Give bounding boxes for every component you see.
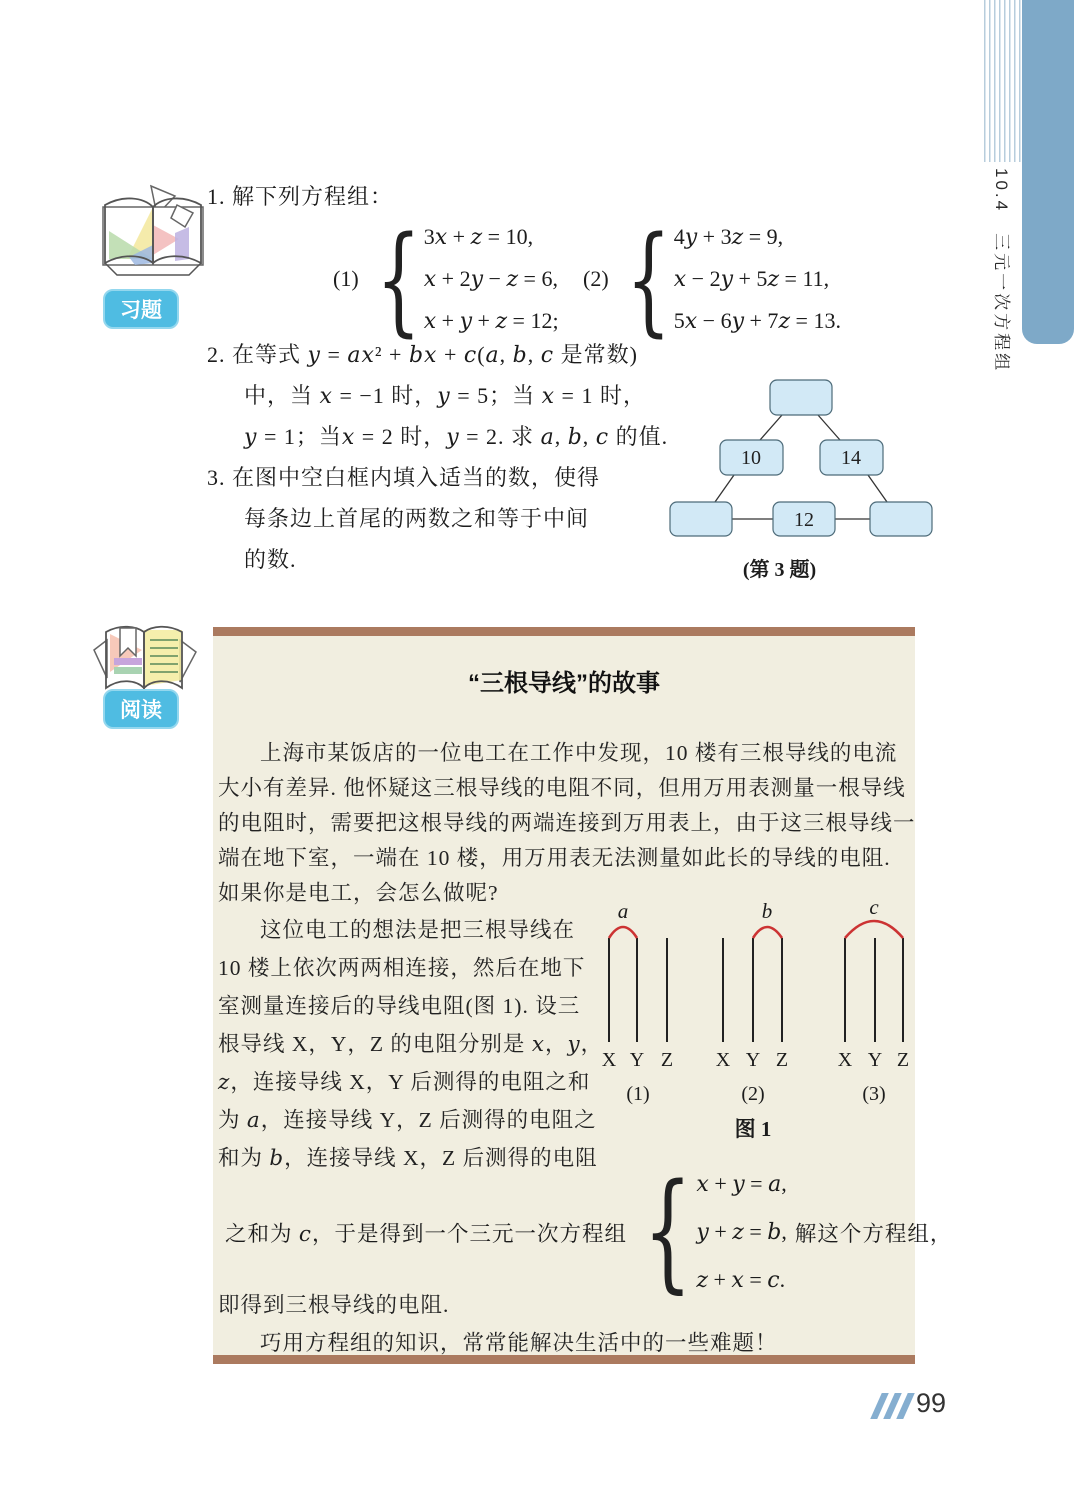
problem2-line2: 中，当 x = −1 时，y = 5；当 x = 1 时，	[244, 383, 646, 409]
conclusion-prefix: 之和为 c，于是得到一个三元一次方程组	[225, 1221, 627, 1247]
wire-label: Y	[629, 1049, 645, 1071]
chapter-tab	[1022, 0, 1074, 344]
reading-para2-line: 10 楼上依次两两相连接，然后在地下	[218, 956, 586, 980]
reading-para2-line: 和为 b，连接导线 X，Z 后测得的电阻	[218, 1146, 598, 1171]
subfigure-caption: (1)	[626, 1083, 650, 1105]
conclusion-suffix: 解这个方程组，	[794, 1221, 953, 1246]
conclusion-eq3: z + x = c.	[696, 1267, 786, 1293]
problem3-diagram	[660, 372, 942, 544]
brace-left	[626, 220, 671, 338]
system1-label: (1)	[333, 266, 359, 291]
equation-system-1	[333, 216, 559, 342]
subfigure-caption: (2)	[741, 1083, 765, 1105]
wire-label: Y	[745, 1049, 761, 1071]
exercises-book-icon	[95, 183, 213, 291]
exercises-badge: 习题	[103, 289, 179, 329]
conclusion-line3: 巧用方程组的知识，常常能解决生活中的一些难题！	[260, 1331, 778, 1355]
reading-para1-line: 上海市某饭店的一位电工在工作中发现，10 楼有三根导线的电流	[260, 741, 898, 765]
reading-para2-line: 为 a，连接导线 Y，Z 后测得的电阻之	[218, 1108, 597, 1133]
wire-label: Y	[867, 1049, 883, 1071]
wire-label: Z	[775, 1049, 789, 1071]
system2-label: (2)	[583, 266, 609, 291]
problem2-line1: 2. 在等式 y = ax² + bx + c(a, b, c 是常数)	[207, 342, 638, 368]
brace-left	[376, 220, 421, 338]
reading-para1-line: 端在地下室，一端在 10 楼，用万用表无法测量如此长的导线的电阻.	[218, 846, 891, 870]
pinstripe-decoration	[984, 0, 1021, 162]
wire-label: X	[601, 1049, 617, 1071]
wire-label: Z	[896, 1049, 910, 1071]
chapter-tab-label: 10.4 三元一次方程组	[992, 168, 1011, 374]
conclusion-line2: 即得到三根导线的电阻.	[218, 1293, 450, 1317]
equation-system-2	[583, 216, 841, 342]
reading-para1-line: 如果你是电工，会怎么做呢?	[218, 881, 499, 905]
problem3-diagram-caption: (第 3 题)	[742, 559, 817, 581]
subfigure-caption: (3)	[862, 1083, 886, 1105]
diagram-box-mid-left: 10	[741, 447, 761, 469]
wire-connector-xz	[845, 921, 903, 938]
problem3-line2: 每条边上首尾的两数之和等于中间	[244, 506, 590, 531]
wire-label: Z	[660, 1049, 674, 1071]
conclusion-eq1: x + y = a,	[696, 1171, 787, 1197]
diagram-box-bottom-mid: 12	[794, 509, 814, 531]
diagram-box-mid-right: 14	[841, 447, 861, 469]
wire-connector-yz	[753, 927, 782, 938]
figure1-caption: 图 1	[734, 1117, 772, 1141]
reading-para2-line: 根导线 X，Y，Z 的电阻分别是 x，y，	[218, 1032, 604, 1057]
system2-eq1: 4y + 3z = 9,	[673, 224, 784, 250]
wire-label: X	[837, 1049, 853, 1071]
system1-eq1: 3x + z = 10,	[423, 224, 534, 250]
page-number-slashes-icon	[870, 1393, 920, 1421]
conclusion-eq2: y + z = b,	[696, 1219, 787, 1245]
reading-para2-line: 室测量连接后的导线电阻(图 1). 设三	[218, 994, 581, 1018]
reading-panel	[213, 627, 953, 1364]
figure1-arc-label: c	[869, 898, 879, 919]
conclusion-equation-row	[225, 1160, 952, 1304]
figure1-arc-label: b	[761, 899, 773, 923]
figure1-arc-label: a	[617, 899, 629, 923]
reading-para2-line: z，连接导线 X，Y 后测得的电阻之和	[218, 1070, 591, 1095]
problem2-line3: y = 1；当x = 2 时，y = 2. 求 a, b, c 的值.	[244, 424, 669, 450]
reading-para2-line: 这位电工的想法是把三根导线在	[260, 918, 576, 942]
figure1-wire-diagram	[593, 898, 923, 1144]
wire-connector-xy	[609, 927, 637, 938]
system1-eq3: x + y + z = 12;	[423, 308, 559, 334]
reading-badge: 阅读	[103, 689, 179, 729]
problem1-header: 1. 解下列方程组：	[207, 184, 394, 209]
problem3-line1: 3. 在图中空白框内填入适当的数，使得	[207, 465, 601, 490]
brace-left	[643, 1168, 692, 1296]
reading-title: “三根导线”的故事	[468, 670, 660, 697]
system1-eq2: x + 2y − z = 6,	[423, 266, 558, 292]
wire-label: X	[715, 1049, 731, 1071]
problem3-line3: 的数.	[244, 547, 297, 572]
system2-eq2: x − 2y + 5z = 11,	[673, 266, 830, 292]
reading-para1-line: 的电阻时，需要把这根导线的两端连接到万用表上，由于这三根导线一	[218, 811, 916, 835]
page-number: 99	[916, 1388, 947, 1418]
reading-para1-line: 大小有差异. 他怀疑这三根导线的电阻不同，但用万用表测量一根导线	[218, 776, 906, 800]
system2-eq3: 5x − 6y + 7z = 13.	[673, 308, 841, 334]
